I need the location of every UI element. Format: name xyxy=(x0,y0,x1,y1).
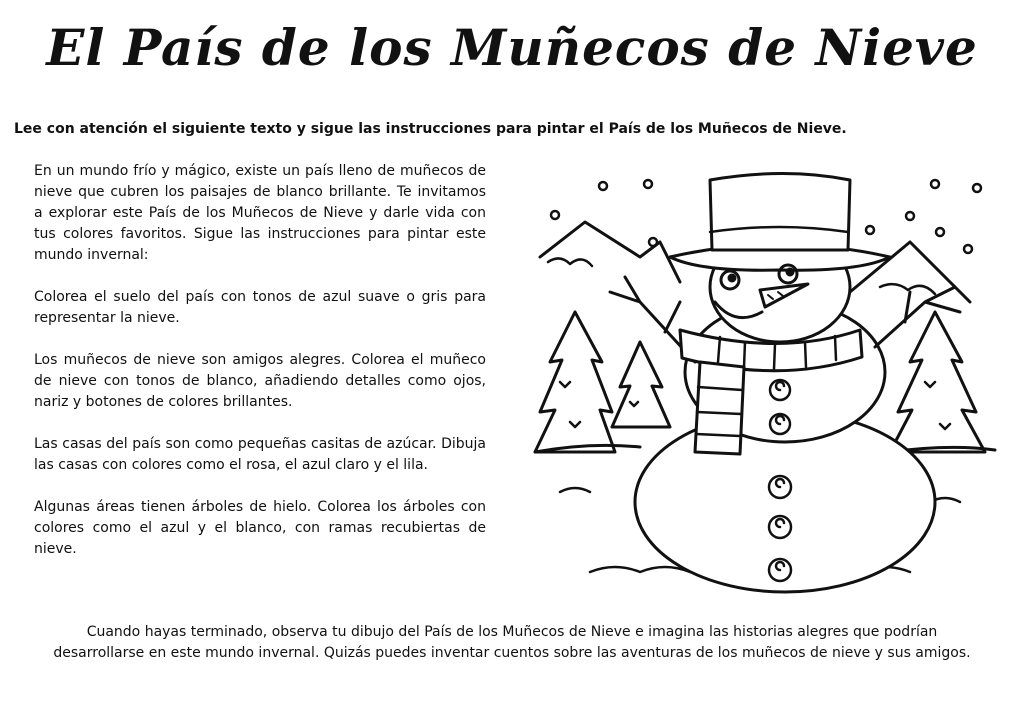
closing-text: Cuando hayas terminado, observa tu dibujo del País de los Muñecos de Nieve e imagina las historias alegres que podrían desarrollarse en este mundo invernal. Quizás puedes inventar cuentos sobre las aventuras de los muñecos de nieve y sus amigos. xyxy=(53,624,971,661)
trees-paragraph: Algunas áreas tienen árboles de hielo. Colorea los árboles con colores como el azul y el blanco, con ramas recubiertas de nieve. xyxy=(34,499,486,557)
intro-paragraph: En un mundo frío y mágico, existe un país lleno de muñecos de nieve que cubren los paisajes de blanco brillante. Te invitamos a explorar este País de los Muñecos de Nieve y darle vida con tus colores favoritos. Sigue las instrucciones para pintar este mundo invernal: xyxy=(34,163,486,263)
ground-paragraph: Colorea el suelo del país con tonos de azul suave o gris para representar la nieve. xyxy=(34,289,486,326)
right-trees xyxy=(890,312,985,452)
houses-paragraph: Las casas del país son como pequeñas casitas de azúcar. Dibuja las casas con colores como el rosa, el azul claro y el lila. xyxy=(34,436,486,473)
left-trees xyxy=(535,312,670,452)
snowman-paragraph: Los muñecos de nieve son amigos alegres. Colorea el muñeco de nieve con tonos de blanco, añadiendo detalles como ojos, nariz y botones de colores brillantes. xyxy=(34,352,486,410)
instruction-text: Lee con atención el siguiente texto y sigue las instrucciones para pintar el País de los Muñecos de Nieve. xyxy=(14,121,847,137)
page-title: El País de los Muñecos de Nieve xyxy=(46,18,978,77)
instructions-body xyxy=(34,161,486,581)
top-hat xyxy=(670,174,890,271)
snowman-coloring-illustration xyxy=(530,162,1000,602)
